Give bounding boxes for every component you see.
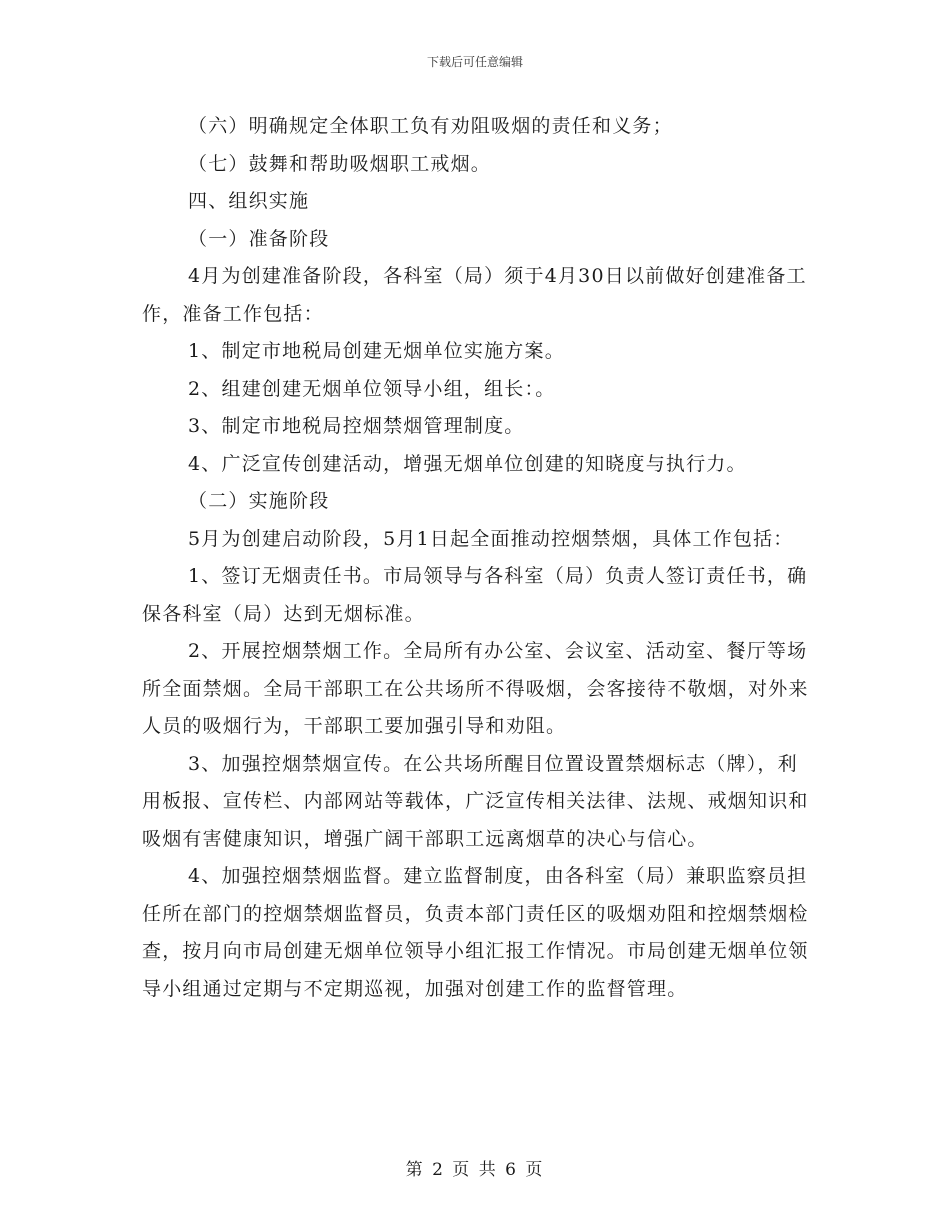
- list-item-exec-3: 3、加强控烟禁烟宣传。在公共场所醒目位置设置禁烟标志（牌），利用板报、宣传栏、内部网站等载体，广泛宣传相关法律、法规、戒烟知识和吸烟有害健康知识，增强广阔干部职工远离烟草的决心与信心。: [142, 752, 809, 850]
- list-item-prep-4: 4、广泛宣传创建活动，增强无烟单位创建的知晓度与执行力。: [188, 452, 747, 475]
- list-item-prep-1: 1、制定市地税局创建无烟单位实施方案。: [188, 340, 565, 362]
- list-item-prep-3: 3、制定市地税局控烟禁烟管理制度。: [188, 415, 525, 437]
- list-item-prep-2: 2、组建创建无烟单位领导小组，组长：。: [188, 377, 556, 400]
- list-item-exec-1: 1、签订无烟责任书。市局领导与各科室（局）负责人签订责任书，确保各科室（局）达到无烟标准。: [142, 565, 808, 625]
- section-heading-implementation: 四、组织实施: [188, 190, 310, 212]
- page-header: 下载后可任意编辑: [426, 55, 523, 69]
- paragraph-execution: 5月为创建启动阶段，5月1日起全面推动控烟禁烟，具体工作包括：: [188, 527, 794, 550]
- paragraph-item-6: （六）明确规定全体职工负有劝阻吸烟的责任和义务；: [188, 115, 673, 137]
- page-footer: 第 2 页 共 6 页: [405, 1160, 545, 1180]
- subsection-heading-preparation: （一）准备阶段: [188, 227, 330, 250]
- paragraph-item-7: （七）鼓舞和帮助吸烟职工戒烟。: [188, 152, 492, 175]
- document-body: [142, 108, 812, 1008]
- paragraph-preparation: 4月为创建准备阶段，各科室（局）须于4月30日以前做好创建准备工作，准备工作包括：: [142, 265, 807, 325]
- list-item-exec-4: 4、加强控烟禁烟监督。建立监督制度，由各科室（局）兼职监察员担任所在部门的控烟禁烟监督员，负责本部门责任区的吸烟劝阻和控烟禁烟检查，按月向市局创建无烟单位领导小组汇报工作情况。市局创建无烟单位领导小组通过定期与不定期巡视，加强对创建工作的监督管理。: [142, 865, 809, 1000]
- subsection-heading-execution: （二）实施阶段: [188, 490, 330, 512]
- list-item-exec-2: 2、开展控烟禁烟工作。全局所有办公室、会议室、活动室、餐厅等场所全面禁烟。全局干部职工在公共场所不得吸烟，会客接待不敬烟，对外来人员的吸烟行为，干部职工要加强引导和劝阻。: [142, 640, 809, 737]
